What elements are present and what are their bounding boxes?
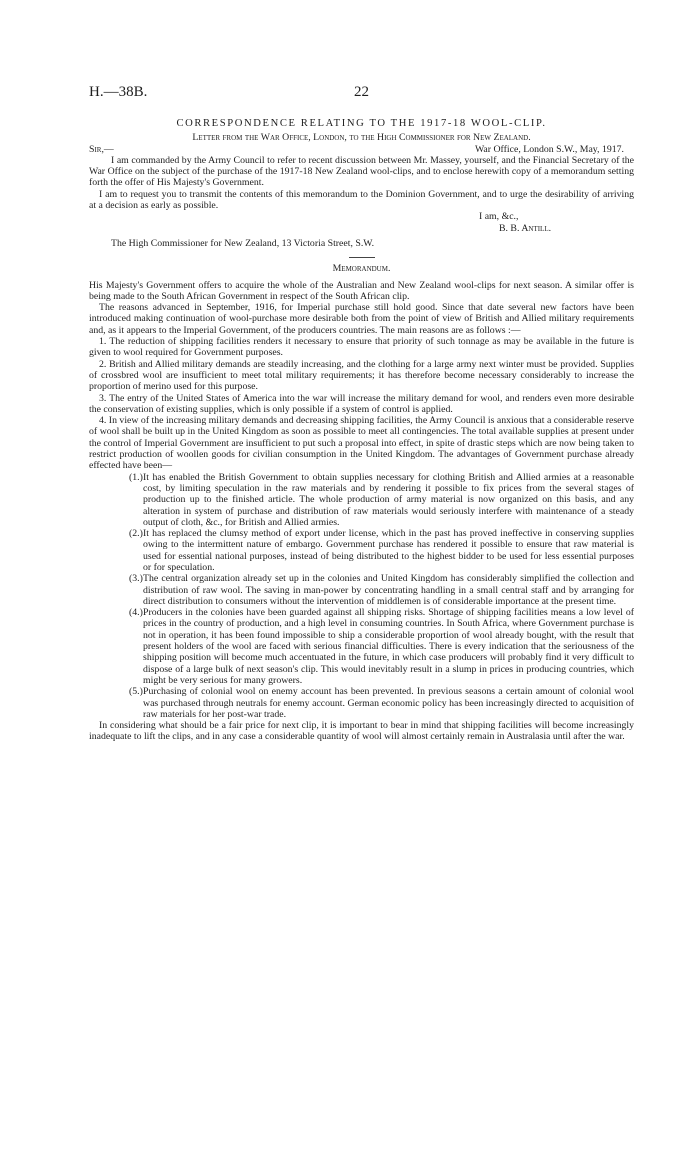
item-text: It has enabled the British Government to obtain supplies necessary for clothing British and Allied armies at a reasonable cost, by limiting speculation in the raw materials and by rendering it possible to fix prices from the several stages of production up to the finished article. The whole production of army material is now organized on this basis, and any alteration in system of purchase and distribution of raw materials would seriously interfere with maintenance of a steady output of cloth, &c., for British and Allied armies. bbox=[143, 471, 634, 528]
item-number: (3.) bbox=[129, 573, 143, 585]
advantage-item bbox=[129, 686, 634, 720]
item-text: Purchasing of colonial wool on enemy account has been prevented. In previous seasons a certain amount of colonial wool was purchased through neutrals for enemy account. German economic policy has been increasingly directed to acquisition of raw materials for her post-war trade. bbox=[143, 686, 634, 720]
salutation: Sir,— bbox=[89, 143, 114, 155]
item-number: (2.) bbox=[129, 528, 143, 540]
letter-signature: B. B. Antill. bbox=[499, 222, 552, 234]
page-body bbox=[89, 118, 634, 743]
item-number: (1.) bbox=[129, 471, 143, 483]
item-number: (4.) bbox=[129, 607, 143, 619]
letter-paragraph: I am commanded by the Army Council to refer to recent discussion between Mr. Massey, yourself, and the Financial Secretary of the War Office on the subject of the purchase of the 1917-18 New Zealand wool-clips, and to enclose herewith copy of a memorandum setting forth the offer of His Majesty's Government. bbox=[89, 154, 634, 189]
salutation-row bbox=[89, 144, 634, 155]
document-reference: H.—38B. bbox=[89, 84, 148, 100]
letter-place-date: War Office, London S.W., May, 1917. bbox=[474, 143, 624, 155]
page-header bbox=[89, 84, 629, 105]
advantage-item bbox=[129, 472, 634, 528]
memo-paragraph: His Majesty's Government offers to acquire the whole of the Australian and New Zealand wool-clips for next season. A similar offer is being made to the South African Government in respect of the South African clip. bbox=[89, 279, 634, 302]
document-title: CORRESPONDENCE RELATING TO THE 1917-18 WOOL-CLIP. bbox=[176, 118, 547, 129]
letter-closing: I am, &c., bbox=[479, 211, 519, 223]
memo-paragraph: 3. The entry of the United States of America into the war will increase the military demand for wool, and renders even more desirable the conservation of existing supplies, which is only possible if a system of control is applied. bbox=[89, 392, 634, 415]
memo-paragraph: In considering what should be a fair price for next clip, it is important to bear in mind that shipping facilities will become increasingly inadequate to lift the clips, and in any case a considerable quantity of wool will almost certainly remain in Australasia until after the war. bbox=[89, 720, 634, 743]
letter-addressee: The High Commissioner for New Zealand, 13 Victoria Street, S.W. bbox=[111, 237, 375, 249]
section-divider bbox=[349, 257, 375, 258]
memo-paragraph: 2. British and Allied military demands are steadily increasing, and the clothing for a large army next winter must be provided. Supplies of crossbred wool are insufficient to meet total military requirements; it has therefore become necessary considerably to increase the proportion of merino used for this purpose. bbox=[89, 358, 634, 393]
letter-heading: Letter from the War Office, London, to the High Commissioner for New Zealand. bbox=[192, 132, 531, 144]
advantage-item bbox=[129, 528, 634, 573]
advantage-item bbox=[129, 607, 634, 686]
item-text: Producers in the colonies have been guarded against all shipping risks. Shortage of shipping facilities means a low level of prices in the country of production, and a high level in consuming countries. In South Africa, where Government purchase is not in operation, it has been found impossible to ship a considerable proportion of wool already bought, with the result that present holders of the wool are faced with serious financial difficulties. There is every indication that the seriousness of the shipping position will become much accentuated in the future, in which case producers will probably find it very difficult to dispose of a large bulk of next season's clip. This would inevitably result in a slump in prices in producing countries, which might be very serious for many growers. bbox=[143, 607, 634, 686]
memo-paragraph: 1. The reduction of shipping facilities renders it necessary to ensure that priority of such tonnage as may be available in the future is given to wool required for Government purposes. bbox=[89, 336, 634, 359]
advantage-item bbox=[129, 573, 634, 607]
memorandum-heading: Memorandum. bbox=[332, 263, 391, 275]
memo-paragraph: 4. In view of the increasing military demands and decreasing shipping facilities, the Army Council is anxious that a considerable reserve of wool shall be built up in the United Kingdom as soon as possible to meet all contingencies. The total available supplies at present under the control of Imperial Government are insufficient to put such a proposal into effect, in spite of drastic steps which are now being taken to restrict production of woollen goods for civilian consumption in the United Kingdom. The advantages of Government purchase already effected have been— bbox=[89, 415, 634, 472]
item-text: The central organization already set up in the colonies and United Kingdom has considerably simplified the collection and distribution of raw wool. The saving in man-power by concentrating handling in a small central staff and by arranging for direct distribution to consumers without the intervention of middlemen is of considerable importance at the present time. bbox=[143, 573, 634, 607]
memo-paragraph: The reasons advanced in September, 1916, for Imperial purchase still hold good. Since that date several new factors have been introduced making continuation of wool-purchase more desirable both from the point of view of British and Allied military requirements and, as it appears to the Imperial Government, of the producers countries. The main reasons are as follows :— bbox=[89, 302, 634, 336]
item-text: It has replaced the clumsy method of export under license, which in the past has proved ineffective in conserving supplies owing to the intermittent nature of embargo. Government purchase has rendered it possible to ensure that raw material is used for essential national purposes, instead of being distributed to the highest bidder to be used for less essential purposes or for speculation. bbox=[143, 528, 634, 573]
letter-paragraph: I am to request you to transmit the contents of this memorandum to the Dominion Government, and to urge the desirability of arriving at a decision as early as possible. bbox=[89, 188, 634, 212]
page-number: 22 bbox=[354, 84, 369, 100]
item-number: (5.) bbox=[129, 686, 143, 698]
